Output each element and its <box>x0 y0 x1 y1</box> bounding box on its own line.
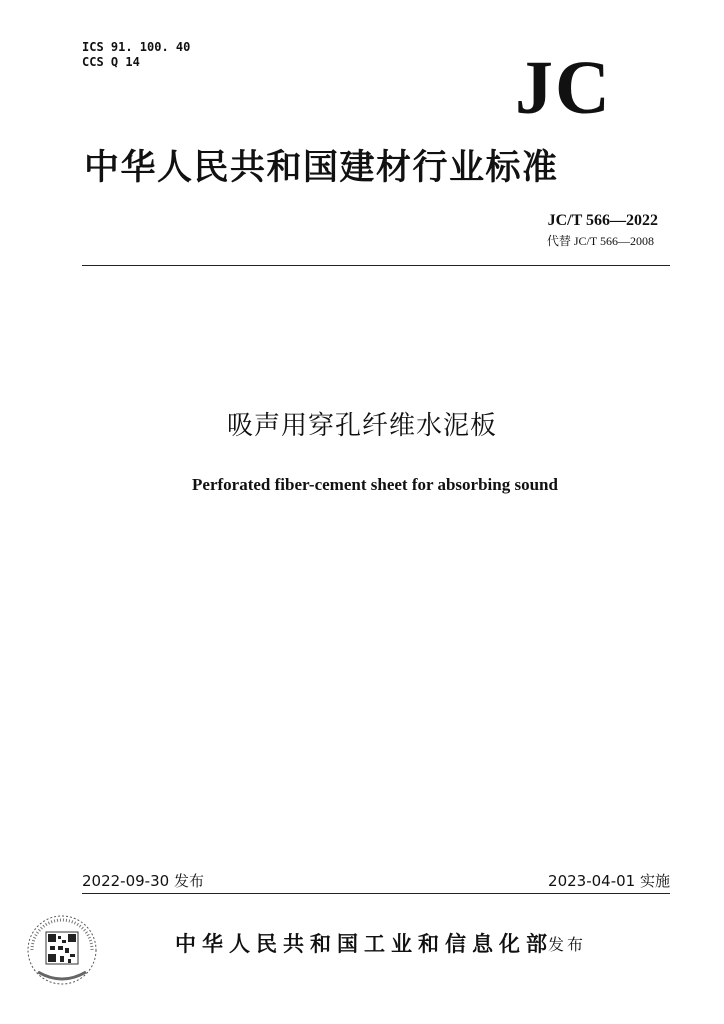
replaces-standard: 代替 JC/T 566—2008 <box>546 234 654 248</box>
implementation-date: 2023-04-01 实施 <box>548 872 670 890</box>
document-title-cn: 吸声用穿孔纤维水泥板 <box>226 411 497 441</box>
bottom-divider <box>82 893 670 894</box>
issue-date: 2022-09-30 发布 <box>82 872 204 890</box>
standard-category-title: 中华人民共和国建材行业标准 <box>84 147 559 188</box>
top-divider <box>82 265 670 266</box>
ics-code: ICS 91. 100. 40 <box>82 40 191 54</box>
qr-seal-stamp <box>22 910 102 990</box>
issuing-authority: 中华人民共和国工业和信息化部 <box>175 931 553 956</box>
jc-logo: JC <box>515 46 612 130</box>
classification-codes <box>82 40 190 70</box>
issue-label: 发布 <box>548 935 587 954</box>
ccs-code: CCS Q 14 <box>82 55 140 69</box>
standard-code: JC/T 566—2022 <box>547 212 658 229</box>
document-title-en: Perforated fiber-cement sheet for absorbing sound <box>192 475 558 494</box>
